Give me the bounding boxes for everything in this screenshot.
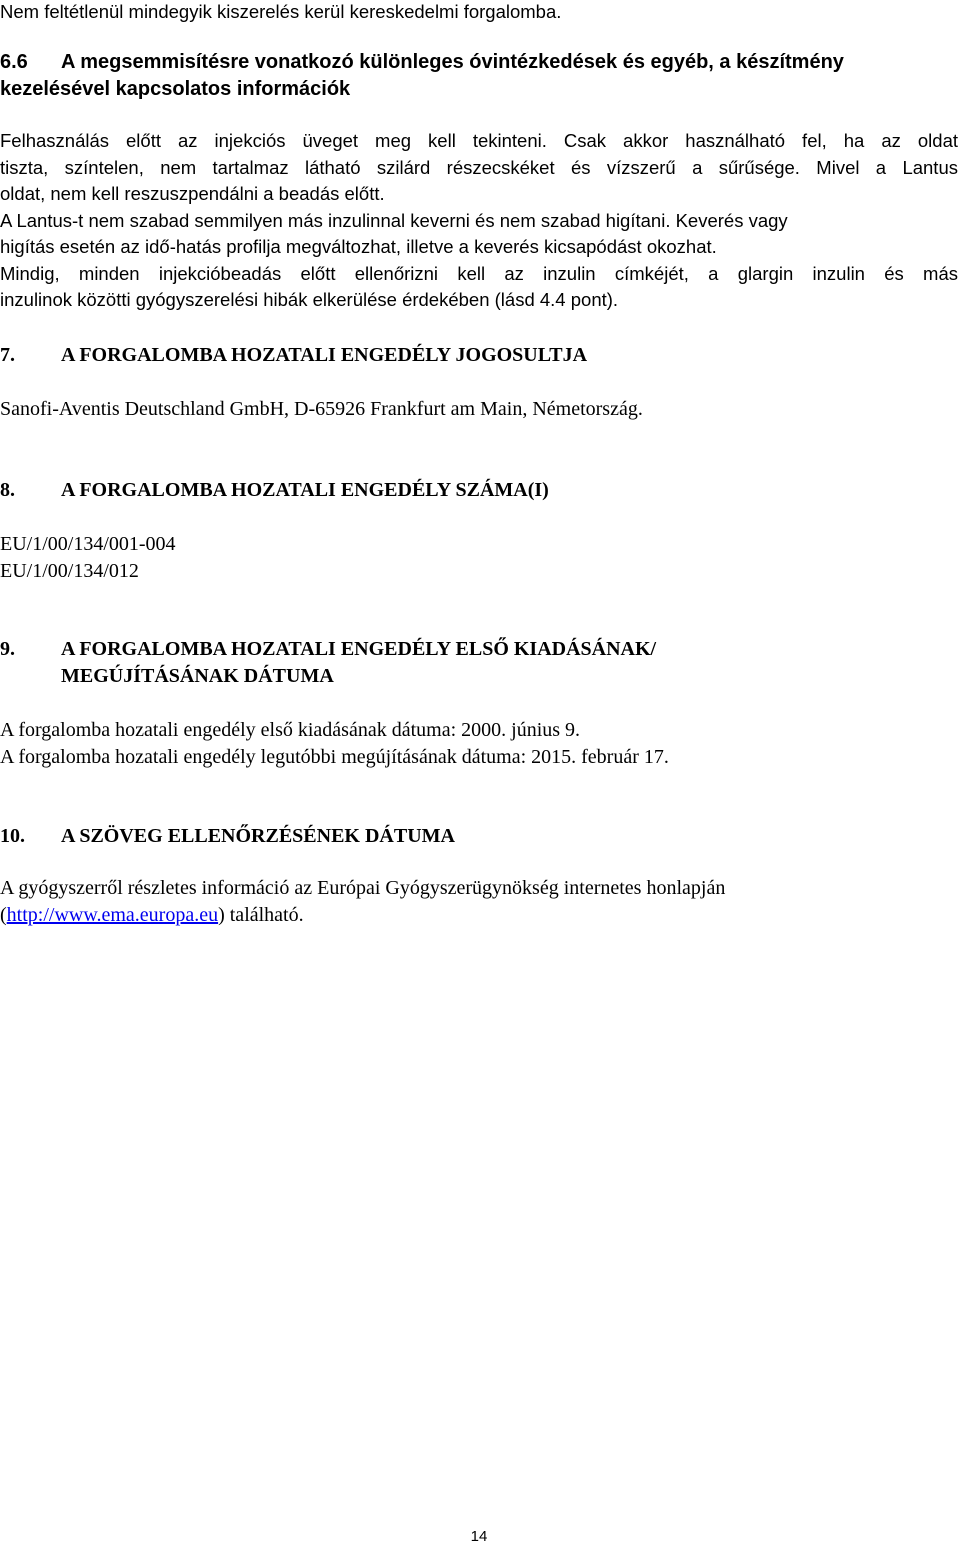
section-10-number: 10. xyxy=(0,825,25,847)
para1-line2: tiszta, színtelen, nem tartalmaz látható szilárd részecskéket és vízszerű a sűrűsége. Mivel a Lantus xyxy=(0,156,958,178)
section-10-title: A SZÖVEG ELLENŐRZÉSÉNEK DÁTUMA xyxy=(61,825,455,847)
para2-line1: A Lantus-t nem szabad semmilyen más inzulinnal keverni és nem szabad higítani. Keverés vagy xyxy=(0,209,788,231)
latest-renewal-date: A forgalomba hozatali engedély legutóbbi megújításának dátuma: 2015. február 17. xyxy=(0,745,669,768)
section-9-number: 9. xyxy=(0,638,15,660)
link-prefix: ( xyxy=(0,903,7,926)
section-9-title-line1: A FORGALOMBA HOZATALI ENGEDÉLY ELSŐ KIADÁSÁNAK/ xyxy=(61,638,657,660)
para3-line2: inzulinok közötti gyógyszerelési hibák elkerülése érdekében (lásd 4.4 pont). xyxy=(0,289,619,310)
link-suffix: ) található. xyxy=(218,903,304,926)
section-9-body xyxy=(0,717,958,770)
section-8-title: A FORGALOMBA HOZATALI ENGEDÉLY SZÁMA(I) xyxy=(61,479,549,501)
section-10-body xyxy=(0,875,958,928)
para2-line2: higítás esetén az idő-hatás profilja megváltozhat, illetve a keverés kicsapódást okozhat. xyxy=(0,236,717,257)
intro-text: Nem feltétlenül mindegyik kiszerelés kerül kereskedelmi forgalomba. xyxy=(0,1,562,22)
page-number: 14 xyxy=(470,1528,488,1545)
section-6-6-heading xyxy=(0,49,958,103)
first-authorisation-date: A forgalomba hozatali engedély első kiadásának dátuma: 2000. június 9. xyxy=(0,719,581,741)
authorisation-number-2: EU/1/00/134/012 xyxy=(0,559,139,582)
para1-line3: oldat, nem kell reszuszpendálni a beadás előtt. xyxy=(0,183,385,204)
section-7-heading xyxy=(0,342,958,369)
section-8-body xyxy=(0,531,958,584)
authorisation-number-1: EU/1/00/134/001-004 xyxy=(0,533,176,555)
section-8-heading xyxy=(0,477,958,504)
section-7-body xyxy=(0,396,958,423)
intro-paragraph xyxy=(0,0,958,26)
section-9-heading xyxy=(0,636,958,690)
section-7-title: A FORGALOMBA HOZATALI ENGEDÉLY JOGOSULTJA xyxy=(61,344,588,366)
section-7-number: 7. xyxy=(0,344,15,366)
ema-website-link[interactable]: http://www.ema.europa.eu xyxy=(6,903,219,926)
section-10-heading xyxy=(0,823,958,850)
para3-line1: Mindig, minden injekcióbeadás előtt ellenőrizni kell az inzulin címkéjét, a glargin inzulin és más xyxy=(0,262,958,284)
section-7-text: Sanofi-Aventis Deutschland GmbH, D-65926 Frankfurt am Main, Németország. xyxy=(0,398,643,420)
para1-line1: Felhasználás előtt az injekciós üveget meg kell tekinteni. Csak akkor használható fel, ha az oldat xyxy=(0,130,958,151)
section-6-6-title-line1: A megsemmisítésre vonatkozó különleges óvintézkedések és egyéb, a készítmény xyxy=(61,51,844,73)
section-10-line1: A gyógyszerről részletes információ az Európai Gyógyszerügynökség internetes honlapján xyxy=(0,877,726,899)
section-6-6-number: 6.6 xyxy=(0,51,28,73)
section-6-6-body xyxy=(0,128,958,314)
section-9-title-line2: MEGÚJÍTÁSÁNAK DÁTUMA xyxy=(61,665,334,687)
section-6-6-title-line2: kezelésével kapcsolatos információk xyxy=(0,78,351,100)
section-8-number: 8. xyxy=(0,479,15,501)
section-10-line2 xyxy=(0,902,958,929)
